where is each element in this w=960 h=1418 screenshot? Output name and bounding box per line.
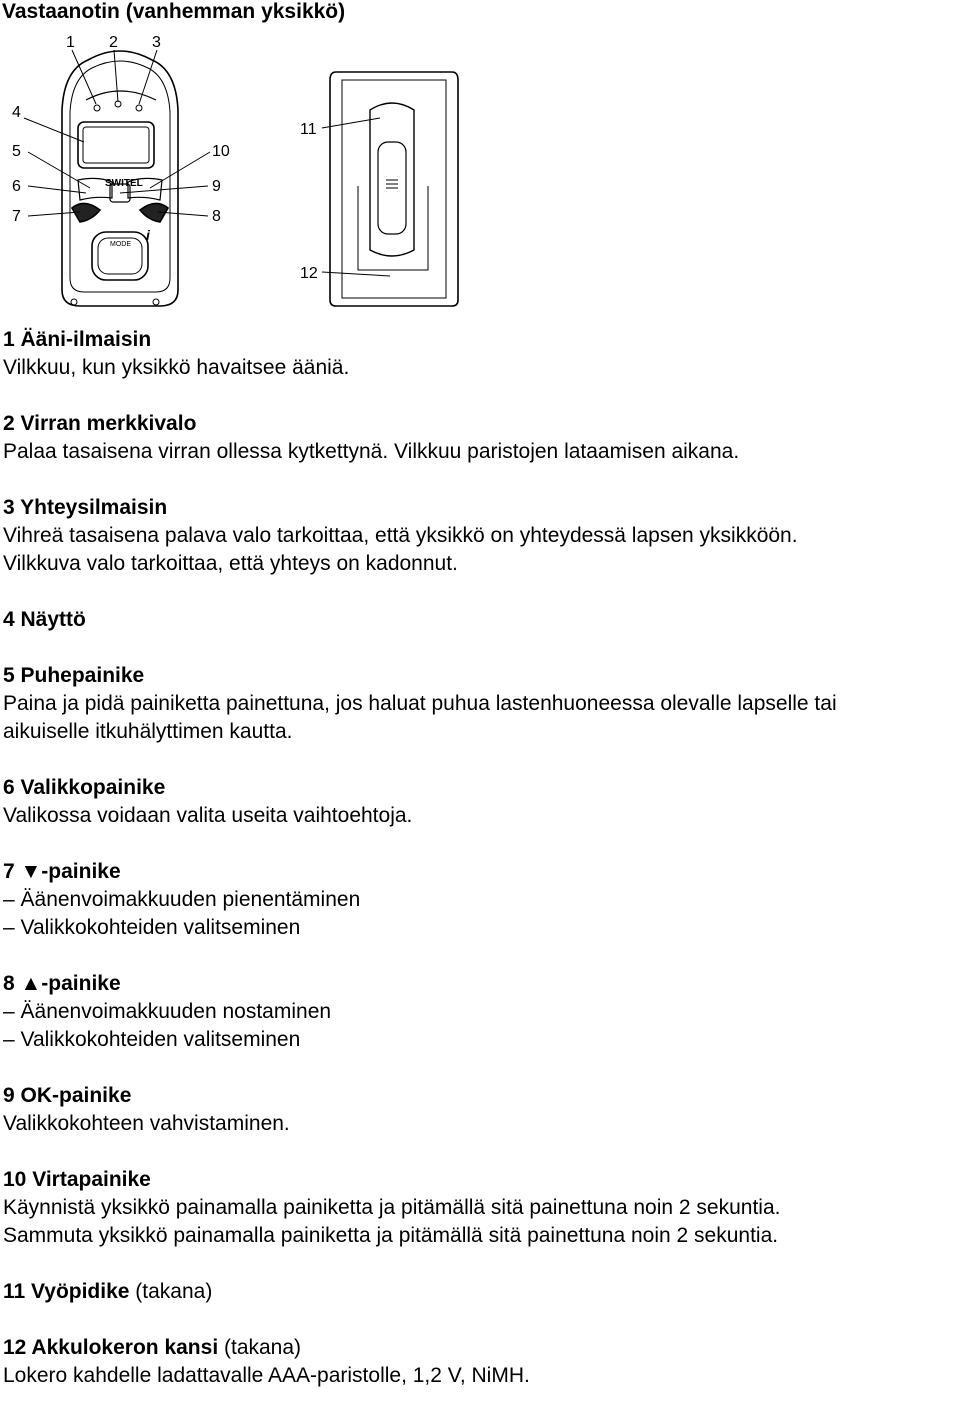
description-section — [3, 662, 960, 746]
front-callouts — [12, 34, 230, 225]
section-heading — [3, 606, 960, 634]
section-heading-text: 4 Näyttö — [3, 608, 86, 631]
section-heading-text: 8 ▲-painike — [3, 972, 121, 995]
section-text-line: Palaa tasaisena virran ollessa kytkettynä. Vilkkuu paristojen lataamisen aikana. — [3, 440, 740, 463]
description-section — [3, 326, 960, 382]
section-text-line: Käynnistä yksikkö painamalla painiketta ja pitämällä sitä painettuna noin 2 sekuntia. — [3, 1196, 781, 1219]
description-section — [3, 970, 960, 1054]
page-title: Vastaanotin (vanhemman yksikkö) — [2, 0, 346, 23]
section-heading — [3, 858, 960, 886]
section-heading-note: (takana) — [135, 1280, 213, 1303]
section-heading-text: 6 Valikkopainike — [3, 776, 166, 799]
section-heading-text: 10 Virtapainike — [3, 1168, 151, 1191]
callout-9: 9 — [212, 178, 221, 195]
callout-7: 7 — [12, 208, 21, 225]
section-text-line: Vilkkuva valo tarkoittaa, että yhteys on kadonnut. — [3, 552, 458, 575]
description-section — [3, 858, 960, 942]
description-section — [3, 410, 960, 466]
callout-12: 12 — [300, 265, 318, 282]
section-text-line: Vihreä tasaisena palava valo tarkoittaa, että yksikkö on yhteydessä lapsen yksikköön. — [3, 524, 798, 547]
section-heading — [3, 326, 960, 354]
section-text-line: – Äänenvoimakkuuden pienentäminen — [3, 888, 361, 911]
back-unit-drawing — [330, 72, 458, 306]
back-leader-lines — [322, 118, 390, 276]
section-text-line: Sammuta yksikkö painamalla painiketta ja pitämällä sitä painettuna noin 2 sekuntia. — [3, 1224, 779, 1247]
callout-10: 10 — [212, 143, 230, 160]
section-heading-text: 9 OK-painike — [3, 1084, 132, 1107]
section-text-line: aikuiselle itkuhälyttimen kautta. — [3, 720, 293, 743]
front-leader-lines — [24, 50, 210, 216]
section-heading-text: 12 Akkulokeron kansi — [3, 1336, 219, 1359]
section-heading-text: 1 Ääni-ilmaisin — [3, 328, 152, 351]
feature-descriptions — [3, 326, 960, 1418]
mode-label: MODE — [110, 241, 131, 248]
section-heading — [3, 410, 960, 438]
section-heading — [3, 662, 960, 690]
section-heading-text: 3 Yhteysilmaisin — [3, 496, 168, 519]
brand-label: SWITEL — [105, 178, 143, 189]
callout-8: 8 — [212, 208, 221, 225]
section-heading-text: 2 Virran merkkivalo — [3, 412, 197, 435]
section-text-line: Valikkokohteen vahvistaminen. — [3, 1112, 290, 1135]
section-heading — [3, 1334, 960, 1362]
section-heading — [3, 494, 960, 522]
section-heading-text: 7 ▼-painike — [3, 860, 121, 883]
callout-4: 4 — [12, 104, 21, 121]
section-heading-text: 5 Puhepainike — [3, 664, 145, 687]
description-section — [3, 774, 960, 830]
description-section — [3, 1166, 960, 1250]
callout-6: 6 — [12, 178, 21, 195]
section-text-line: Paina ja pidä painiketta painettuna, jos haluat puhua lastenhuoneessa olevalle lapselle tai — [3, 692, 837, 715]
description-section — [3, 494, 960, 578]
back-callouts — [300, 121, 318, 282]
section-heading — [3, 1166, 960, 1194]
section-heading — [3, 774, 960, 802]
description-section — [3, 606, 960, 634]
section-heading-note: (takana) — [224, 1336, 302, 1359]
callout-5: 5 — [12, 143, 21, 160]
device-figure — [0, 26, 470, 316]
section-text-line: – Äänenvoimakkuuden nostaminen — [3, 1000, 332, 1023]
section-text-line: Vilkkuu, kun yksikkö havaitsee ääniä. — [3, 356, 350, 379]
info-glyph: i — [146, 227, 150, 243]
section-heading-text: 11 Vyöpidike — [3, 1280, 130, 1303]
callout-1: 1 — [66, 34, 75, 51]
callout-11: 11 — [300, 121, 317, 138]
description-section — [3, 1082, 960, 1138]
section-text-line: – Valikkokohteiden valitseminen — [3, 916, 301, 939]
section-heading — [3, 970, 960, 998]
section-heading — [3, 1082, 960, 1110]
section-text-line: – Valikkokohteiden valitseminen — [3, 1028, 301, 1051]
description-section — [3, 1278, 960, 1306]
callout-2: 2 — [109, 34, 118, 51]
callout-3: 3 — [152, 34, 161, 51]
section-heading — [3, 1278, 960, 1306]
section-text-line: Valikossa voidaan valita useita vaihtoehtoja. — [3, 804, 413, 827]
section-text-line: Lokero kahdelle ladattavalle AAA-paristolle, 1,2 V, NiMH. — [3, 1364, 530, 1387]
